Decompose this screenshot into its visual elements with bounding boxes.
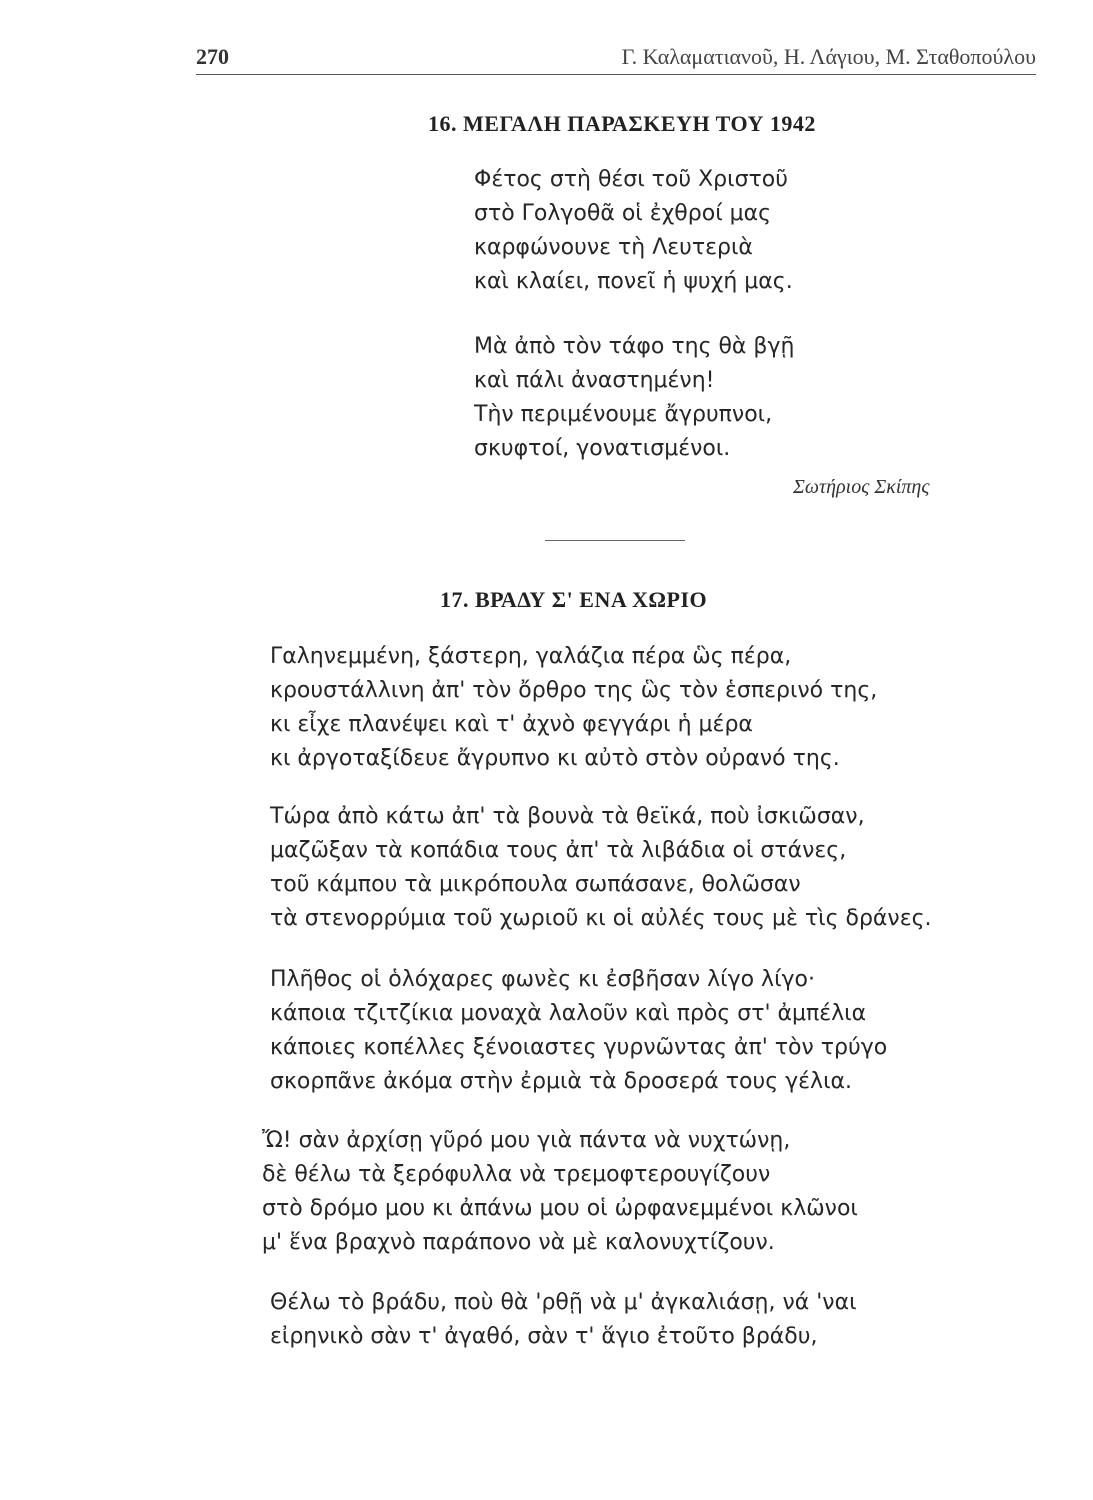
verse-line: δὲ θέλω τὰ ξερόφυλλα νὰ τρεμοφτερουγίζουν	[262, 1162, 771, 1187]
verse-line: Τώρα ἀπὸ κάτω ἀπ' τὰ βουνὰ τὰ θεϊκά, ποὺ ἰσκιῶσαν,	[270, 804, 865, 829]
poem-16-author: Σωτήριος Σκίπης	[793, 476, 930, 498]
verse-line: Θέλω τὸ βράδυ, ποὺ θὰ 'ρθῇ νὰ μ' ἀγκαλιάσῃ, νά 'ναι	[270, 1290, 857, 1315]
page-header	[196, 40, 1036, 75]
verse-line: Γαληνεμμένη, ξάστερη, γαλάζια πέρα ὣς πέρα,	[270, 644, 792, 669]
poem-17-stanza-3	[270, 963, 887, 1099]
poem-17-stanza-1	[270, 640, 877, 776]
verse-line: κρουστάλλινη ἀπ' τὸν ὄρθρο της ὣς τὸν ἑσπερινό της,	[270, 678, 878, 703]
verse-line: κι ἀργοταξίδευε ἄγρυπνο κι αὐτὸ στὸν οὐρανό της.	[270, 746, 840, 771]
verse-line: σκορπᾶνε ἀκόμα στὴν ἐρμιὰ τὰ δροσερά τους γέλια.	[270, 1069, 853, 1094]
poem-16-title: 16. ΜΕΓΑΛΗ ΠΑΡΑΣΚΕΥΗ ΤΟΥ 1942	[428, 111, 816, 136]
verse-line: Μὰ ἀπὸ τὸν τάφο της θὰ βγῇ	[474, 334, 795, 359]
poem-17-title: 17. ΒΡΑΔΥ Σ' ΕΝΑ ΧΩΡΙΟ	[440, 587, 708, 612]
verse-line: τὰ στενορρύμια τοῦ χωριοῦ κι οἱ αὐλές τους μὲ τὶς δράνες.	[270, 906, 932, 931]
verse-line: στὸ Γολγοθᾶ οἱ ἐχθροί μας	[474, 201, 772, 226]
verse-line: σκυφτοί, γονατισμένοι.	[474, 436, 731, 461]
verse-line: μ' ἕνα βραχνὸ παράπονο νὰ μὲ καλονυχτίζουν.	[262, 1230, 775, 1255]
running-head: Γ. Καλαματιανοῦ, Η. Λάγιου, Μ. Σταθοπούλου	[621, 44, 1036, 69]
verse-line: μαζῶξαν τὰ κοπάδια τους ἀπ' τὰ λιβάδια οἱ στάνες,	[270, 838, 847, 863]
verse-line: εἰρηνικὸ σὰν τ' ἀγαθό, σὰν τ' ἅγιο ἐτοῦτο βράδυ,	[270, 1324, 818, 1349]
verse-line: Ὤ! σὰν ἀρχίσῃ γῦρό μου γιὰ πάντα νὰ νυχτώνῃ,	[262, 1128, 791, 1153]
verse-line: καὶ κλαίει, πονεῖ ἡ ψυχή μας.	[474, 269, 793, 294]
verse-line: καὶ πάλι ἀναστημένη!	[474, 368, 715, 393]
poem-16-stanza-1	[474, 163, 793, 299]
poem-16-stanza-2	[474, 330, 794, 466]
verse-line: τοῦ κάμπου τὰ μικρόπουλα σωπάσανε, θολῶσαν	[270, 872, 801, 897]
section-divider	[545, 540, 685, 541]
verse-line: Πλῆθος οἱ ὁλόχαρες φωνὲς κι ἐσβῆσαν λίγο λίγο·	[270, 967, 815, 992]
verse-line: κι εἶχε πλανέψει καὶ τ' ἀχνὸ φεγγάρι ἡ μέρα	[270, 712, 753, 737]
verse-line: κάποια τζιτζίκια μοναχὰ λαλοῦν καὶ πρὸς στ' ἀμπέλια	[270, 1001, 867, 1026]
verse-line: καρφώνουνε τὴ Λευτεριὰ	[474, 235, 753, 260]
page-number: 270	[196, 44, 229, 69]
poem-17-stanza-5	[270, 1286, 857, 1354]
verse-line: στὸ δρόμο μου κι ἀπάνω μου οἱ ὠρφανεμμένοι κλῶνοι	[262, 1196, 858, 1221]
verse-line: κάποιες κοπέλλες ξένοιαστες γυρνῶντας ἀπ' τὸν τρύγο	[270, 1035, 888, 1060]
verse-line: Τὴν περιμένουμε ἄγρυπνοι,	[474, 402, 773, 427]
verse-line: Φέτος στὴ θέσι τοῦ Χριστοῦ	[474, 167, 788, 192]
poem-17-stanza-2	[270, 800, 932, 936]
poem-17-stanza-4	[262, 1124, 858, 1260]
